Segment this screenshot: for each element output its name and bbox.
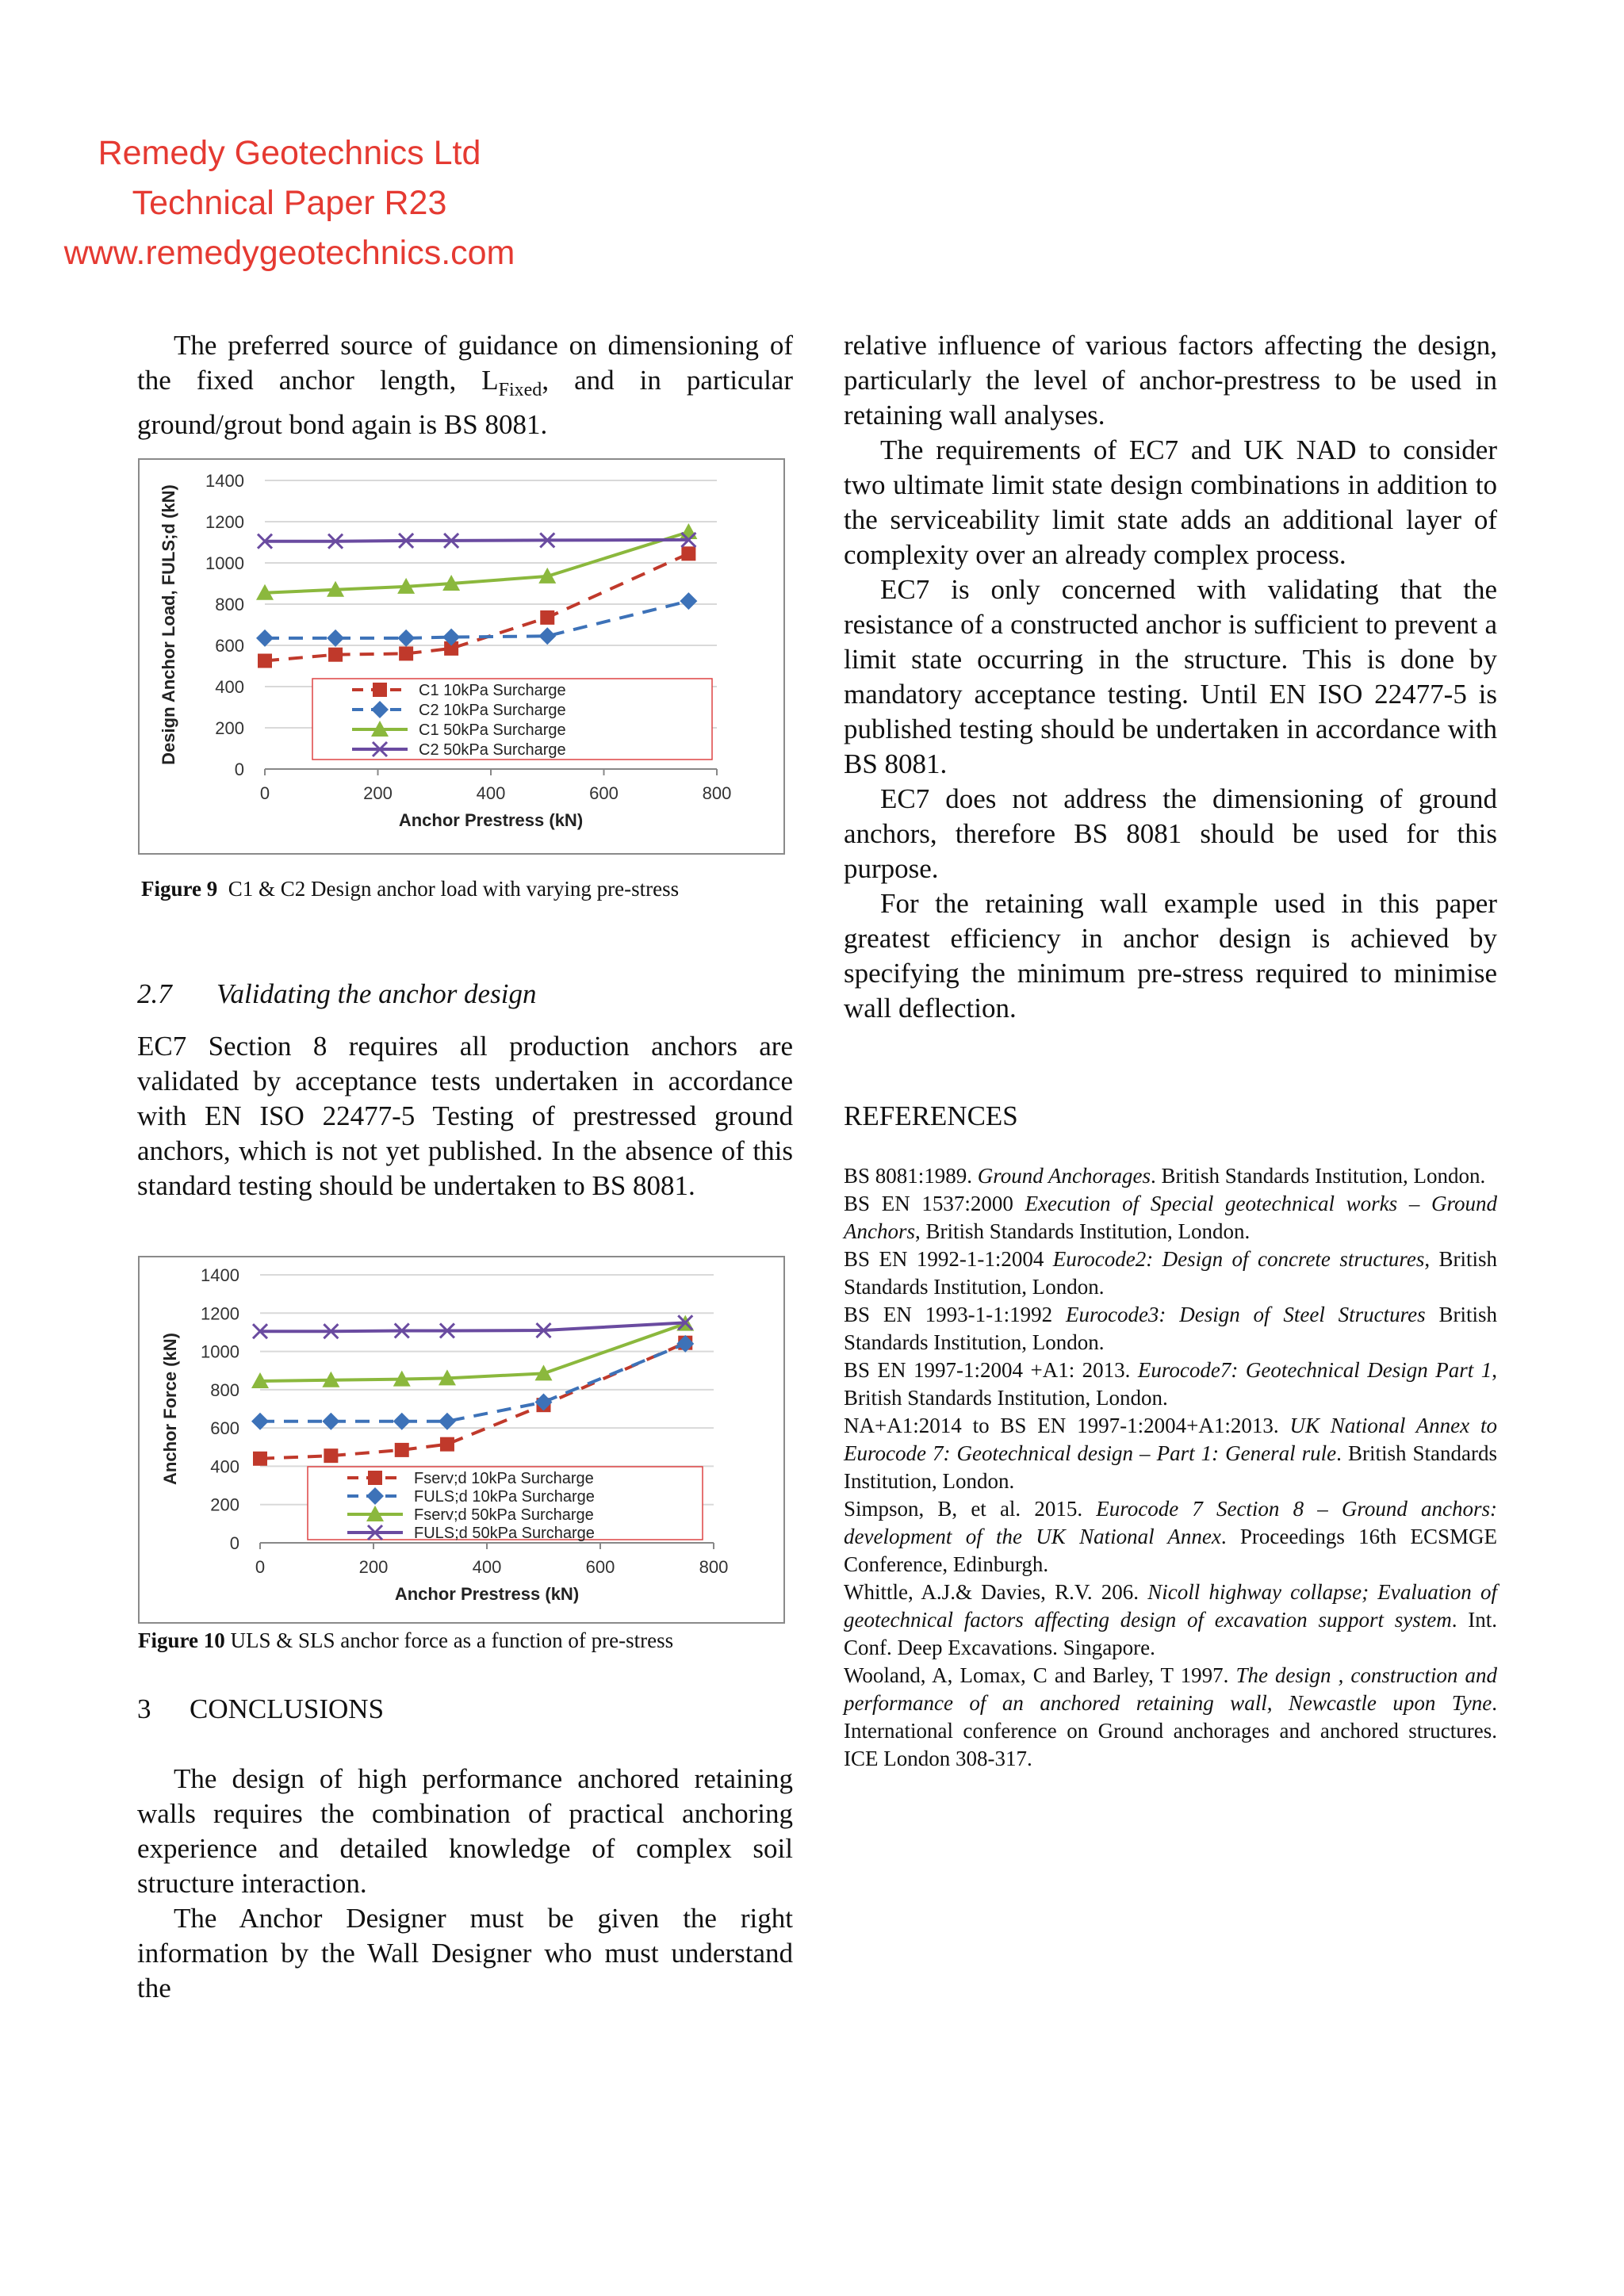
reference-item: Whittle, A.J.& Davies, R.V. 206. Nicoll highway collapse; Evaluation of geotechnical factors affecting design of excavation support system. Int. Conf. Deep Excavations. Singapore. (844, 1580, 1497, 1659)
x-tick-label: 200 (363, 783, 393, 803)
reference-item: NA+A1:2014 to BS EN 1997-1:2004+A1:2013. UK National Annex to Eurocode 7: Geotechnical design – Part 1: General rule. British Standards Institution, London. (844, 1414, 1497, 1493)
legend-label: FULS;d 10kPa Surcharge (414, 1488, 595, 1506)
left-column-section-27 (137, 977, 793, 1203)
x-tick-label: 800 (699, 1557, 729, 1577)
paragraph-conclusions-1: The design of high performance anchored retaining walls requires the combination of practical anchoring experience and detailed knowledge of complex soil structure interaction. (137, 1763, 793, 1899)
figure-10-label: Figure 10 (138, 1628, 225, 1652)
x-tick-label: 0 (255, 1557, 266, 1577)
header-stamp (24, 128, 555, 278)
reference-item: Simpson, B, et al. 2015. Eurocode 7 Section 8 – Ground anchors: development of the UK National Annex. Proceedings 16th ECSMGE Conference, Edinburgh. (844, 1497, 1497, 1576)
y-tick-label: 800 (210, 1380, 239, 1400)
data-point (368, 1471, 382, 1485)
data-point (540, 610, 554, 625)
y-tick-label: 0 (229, 1533, 239, 1553)
reference-item: BS EN 1997-1:2004 +A1: 2013. Eurocode7: Geotechnical Design Part 1, British Standards Institution, London. (844, 1358, 1497, 1410)
references-section (844, 1099, 1497, 1773)
y-tick-label: 200 (215, 718, 244, 738)
legend-label: Fserv;d 10kPa Surcharge (414, 1470, 594, 1487)
series-line (260, 1344, 685, 1422)
references-heading: REFERENCES (844, 1100, 1018, 1131)
reference-item: BS EN 1993-1-1:1992 Eurocode3: Design of Steel Structures British Standards Institution, London. (844, 1303, 1498, 1354)
data-point (373, 683, 387, 697)
y-tick-label: 400 (210, 1456, 239, 1477)
data-point (680, 592, 697, 610)
reference-item: Wooland, A, Lomax, C and Barley, T 1997. The design , construction and performance of an anchored retaining wall, Newcastle upon Tyne. International conference on Ground anchorages and anchored structures. ICE London 308-317. (844, 1663, 1497, 1770)
data-point (399, 646, 413, 660)
figure-10-caption-text: ULS & SLS anchor force as a function of pre-stress (230, 1628, 674, 1652)
y-axis-label: Design Anchor Load, FULS;d (kN) (159, 484, 178, 765)
paragraph-ec7-validation: EC7 is only concerned with validating that the resistance of a constructed anchor is sufficient to prevent a limit state occurring in the structure. This is done by mandatory acceptance testing. Until EN ISO 22477-5 is published testing should be undertaken in accordance with BS 8081. (844, 574, 1497, 779)
paper-id: Technical Paper R23 (132, 184, 447, 222)
website-link[interactable]: www.remedygeotechnics.com (63, 234, 515, 272)
data-point (680, 523, 697, 539)
y-tick-label: 1200 (205, 512, 244, 532)
reference-list (844, 1162, 1497, 1773)
paragraph-conclusions-2: The Anchor Designer must be given the right information by the Wall Designer who must understand the (137, 1903, 793, 2003)
data-point (324, 1448, 338, 1463)
data-point (395, 1443, 409, 1457)
legend-label: FULS;d 50kPa Surcharge (414, 1525, 595, 1542)
legend-label: C2 10kPa Surcharge (419, 702, 566, 719)
y-axis-label: Anchor Force (kN) (160, 1333, 180, 1485)
figure-9-caption-text: C1 & C2 Design anchor load with varying pre-stress (228, 877, 680, 901)
paragraph-efficiency: For the retaining wall example used in this paper greatest efficiency in anchor design is achieved by specifying the minimum pre-stress required to minimise wall deflection. (844, 888, 1497, 1024)
left-column-conclusions (137, 1692, 793, 2006)
y-tick-label: 1200 (201, 1303, 239, 1324)
data-point (328, 648, 343, 662)
y-tick-label: 600 (215, 636, 244, 656)
data-point (440, 1437, 454, 1452)
x-axis-label: Anchor Prestress (kN) (394, 1584, 580, 1604)
left-column (137, 328, 793, 442)
legend-label: C2 50kPa Surcharge (419, 741, 566, 759)
paragraph-ec7-uk-nad: The requirements of EC7 and UK NAD to consider two ultimate limit state design combinations in addition to the serviceability limit state adds an additional layer of complexity over an already complex process. (844, 434, 1497, 570)
data-point (258, 654, 272, 668)
section-2-7-heading: 2.7 Validating the anchor design (137, 978, 537, 1009)
x-tick-label: 600 (585, 1557, 615, 1577)
y-tick-label: 400 (215, 677, 244, 697)
y-tick-label: 1000 (201, 1341, 239, 1362)
x-tick-label: 600 (589, 783, 619, 803)
legend-label: C1 50kPa Surcharge (419, 721, 566, 739)
x-tick-label: 800 (702, 783, 732, 803)
y-tick-label: 1400 (205, 471, 244, 491)
x-tick-label: 0 (259, 783, 270, 803)
x-axis-label: Anchor Prestress (kN) (398, 810, 584, 830)
legend-label: Fserv;d 50kPa Surcharge (414, 1506, 594, 1524)
paragraph-fixed-anchor: The preferred source of guidance on dimensioning of the fixed anchor length, $L_{Fixed}$, and in particular ground/grout bond again is BS 8081. (137, 330, 793, 440)
data-point (397, 629, 415, 647)
figure-10-svg (140, 1257, 783, 1622)
x-tick-label: 400 (476, 783, 506, 803)
legend-label: C1 10kPa Surcharge (419, 682, 566, 699)
paragraph-relative-influence: relative influence of various factors affecting the design, particularly the level of anchor-prestress to be used in retaining wall analyses. (844, 330, 1497, 430)
figure-9-svg (140, 460, 783, 853)
paragraph-ec7-dimensioning: EC7 does not address the dimensioning of ground anchors, therefore BS 8081 should be used for this purpose. (844, 783, 1497, 884)
y-tick-label: 1000 (205, 553, 244, 573)
reference-item: BS EN 1537:2000 Execution of Special geotechnical works – Ground Anchors, British Standards Institution, London. (844, 1192, 1497, 1243)
series-line (265, 540, 688, 541)
y-tick-label: 1400 (201, 1265, 239, 1285)
series-line (260, 1343, 685, 1459)
figure-10-caption (138, 1627, 673, 1654)
right-column (844, 328, 1497, 1026)
reference-item: BS 8081:1989. Ground Anchorages. British Standards Institution, London. (844, 1164, 1486, 1188)
y-tick-label: 0 (234, 760, 244, 779)
figure-9-caption (141, 875, 679, 902)
data-point (681, 546, 695, 561)
figure-10-chart (138, 1256, 785, 1624)
data-point (327, 629, 344, 647)
data-point (538, 627, 556, 645)
reference-item: BS EN 1992-1-1:2004 Eurocode2: Design of concrete structures, British Standards Institution, London. (844, 1247, 1498, 1299)
series-line (260, 1322, 685, 1331)
company-name: Remedy Geotechnics Ltd (98, 134, 481, 172)
paragraph-ec7-section8: EC7 Section 8 requires all production anchors are validated by acceptance tests undertaken in accordance with EN ISO 22477-5 Testing of prestressed ground anchors, which is not yet published. In the absence of this standard testing should be undertaken to BS 8081. (137, 1031, 793, 1201)
figure-9-label: Figure 9 (141, 877, 218, 901)
y-tick-label: 800 (215, 595, 244, 614)
y-tick-label: 600 (210, 1418, 239, 1439)
y-tick-label: 200 (210, 1494, 239, 1515)
figure-9-chart (138, 458, 785, 855)
data-point (256, 629, 274, 647)
x-tick-label: 200 (358, 1557, 389, 1577)
data-point (253, 1452, 267, 1466)
x-tick-label: 400 (472, 1557, 502, 1577)
series-line (265, 601, 688, 638)
section-3-heading: 3 CONCLUSIONS (137, 1693, 385, 1724)
